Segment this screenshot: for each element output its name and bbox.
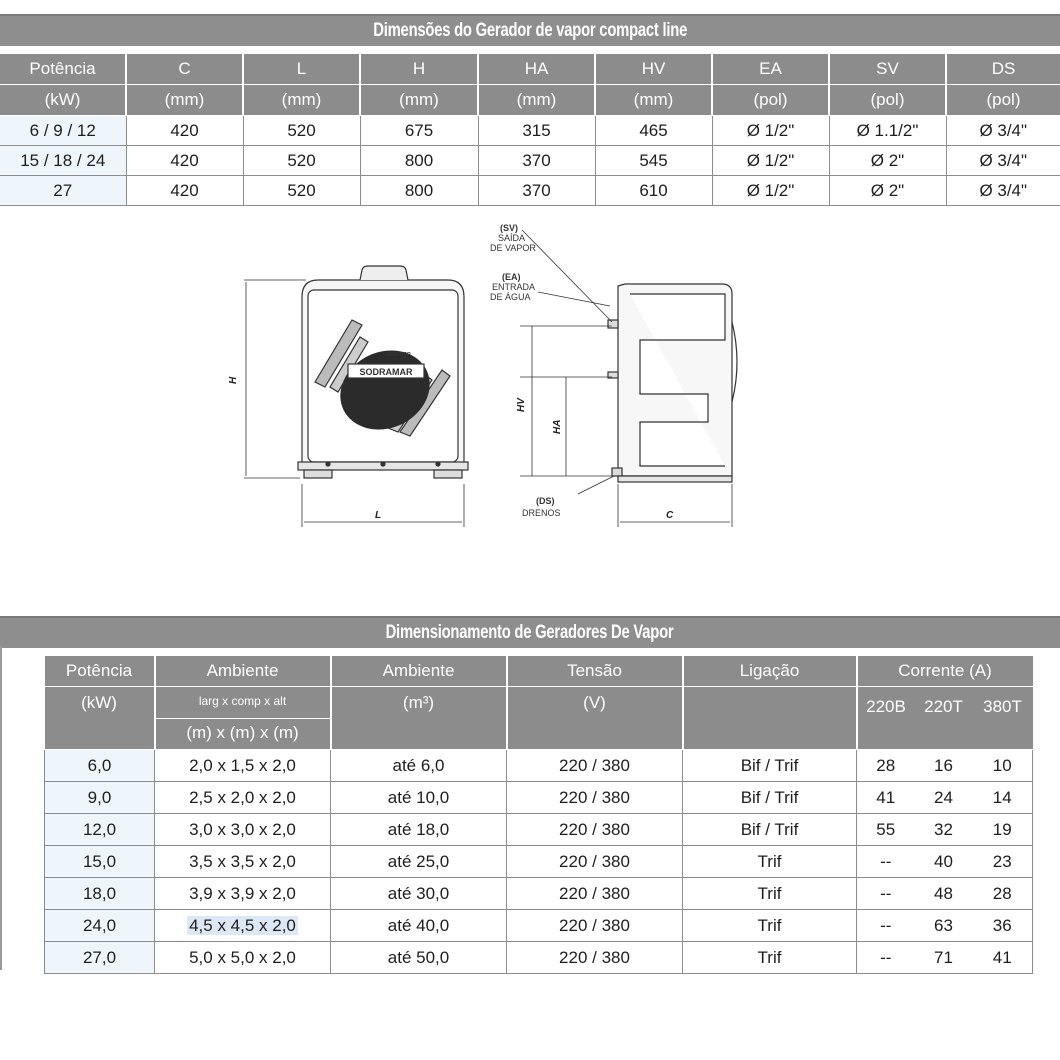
cell: 220 / 380 bbox=[507, 814, 683, 846]
col-header: Potência bbox=[0, 54, 126, 85]
cell: 220 / 380 bbox=[507, 910, 683, 942]
cell: Ø 1/2" bbox=[712, 146, 829, 176]
col-unit: (kW) bbox=[0, 85, 126, 116]
col-subheader: 220B bbox=[857, 687, 915, 750]
cell: 27,0 bbox=[45, 942, 155, 974]
cell: Bif / Trif bbox=[683, 814, 857, 846]
table1-header-row bbox=[0, 54, 1060, 85]
col-header: C bbox=[126, 54, 243, 85]
cell-highlighted bbox=[155, 910, 331, 942]
table-row bbox=[0, 146, 1060, 176]
col-header: HA bbox=[478, 54, 595, 85]
cell: 370 bbox=[478, 176, 595, 206]
cell: 6,0 bbox=[45, 750, 155, 782]
col-header: Ambiente bbox=[331, 656, 507, 687]
dim-hv-label: HV bbox=[516, 398, 527, 412]
cell: 610 bbox=[595, 176, 712, 206]
cell: 220 / 380 bbox=[507, 750, 683, 782]
table1-title: Dimensões do Gerador de vapor compact line bbox=[373, 20, 687, 41]
cell: 48 bbox=[915, 878, 973, 910]
cell: até 6,0 bbox=[331, 750, 507, 782]
table-row bbox=[0, 116, 1060, 146]
cell: Ø 1/2" bbox=[712, 176, 829, 206]
cell: 28 bbox=[973, 878, 1033, 910]
dim-h-label: H bbox=[228, 376, 239, 384]
col-unit: (mm) bbox=[126, 85, 243, 116]
cell: 465 bbox=[595, 116, 712, 146]
table-row bbox=[45, 878, 1033, 910]
cell: 9,0 bbox=[45, 782, 155, 814]
cell: -- bbox=[857, 942, 915, 974]
cell: 220 / 380 bbox=[507, 878, 683, 910]
col-subheader: 380T bbox=[973, 687, 1033, 750]
cell: Ø 3/4" bbox=[946, 116, 1060, 146]
col-unit: (pol) bbox=[712, 85, 829, 116]
col-header: Ligação bbox=[683, 656, 857, 687]
cell: 520 bbox=[243, 176, 360, 206]
cell: 63 bbox=[915, 910, 973, 942]
table1-units-row bbox=[0, 85, 1060, 116]
cell: Ø 3/4" bbox=[946, 146, 1060, 176]
cell: até 50,0 bbox=[331, 942, 507, 974]
cell: 16 bbox=[915, 750, 973, 782]
cell: 370 bbox=[478, 146, 595, 176]
cell: 23 bbox=[973, 846, 1033, 878]
cell: Ø 2" bbox=[829, 146, 946, 176]
col-unit: (mm) bbox=[360, 85, 478, 116]
cell: 800 bbox=[360, 176, 478, 206]
col-header: SV bbox=[829, 54, 946, 85]
table-row bbox=[45, 782, 1033, 814]
cell: 3,5 x 3,5 x 2,0 bbox=[155, 846, 331, 878]
table-row bbox=[45, 814, 1033, 846]
cell: 41 bbox=[857, 782, 915, 814]
cell: 2,0 x 1,5 x 2,0 bbox=[155, 750, 331, 782]
col-unit: (mm) bbox=[595, 85, 712, 116]
cell: Trif bbox=[683, 942, 857, 974]
col-unit: (m³) bbox=[331, 687, 507, 750]
cell: 71 bbox=[915, 942, 973, 974]
cell: Trif bbox=[683, 878, 857, 910]
dim-l-label: L bbox=[375, 510, 382, 521]
cell: 315 bbox=[478, 116, 595, 146]
cell: -- bbox=[857, 878, 915, 910]
table-row bbox=[0, 176, 1060, 206]
cell: 520 bbox=[243, 146, 360, 176]
table2-title: Dimensionamento de Geradores De Vapor bbox=[386, 622, 674, 643]
col-header: H bbox=[360, 54, 478, 85]
cell: 220 / 380 bbox=[507, 782, 683, 814]
col-header: HV bbox=[595, 54, 712, 85]
col-header: Potência bbox=[45, 656, 155, 687]
table2-title-banner bbox=[0, 616, 1060, 650]
cell: 545 bbox=[595, 146, 712, 176]
cell: 2,5 x 2,0 x 2,0 bbox=[155, 782, 331, 814]
cell: 220 / 380 bbox=[507, 942, 683, 974]
cell: até 25,0 bbox=[331, 846, 507, 878]
cell: 32 bbox=[915, 814, 973, 846]
sv-label-line1: SAÍDA bbox=[498, 233, 526, 243]
product-label-line2: DE VAPOR bbox=[391, 357, 413, 362]
cell: 36 bbox=[973, 910, 1033, 942]
cell: 15 / 18 / 24 bbox=[0, 146, 126, 176]
brand-label: SODRAMAR bbox=[359, 367, 413, 377]
cell: até 30,0 bbox=[331, 878, 507, 910]
sv-code: (SV) bbox=[500, 223, 518, 233]
col-header: Ambiente bbox=[155, 656, 331, 687]
cell: 40 bbox=[915, 846, 973, 878]
cell: 19 bbox=[973, 814, 1033, 846]
cell: 18,0 bbox=[45, 878, 155, 910]
cell: até 10,0 bbox=[331, 782, 507, 814]
cell: 420 bbox=[126, 116, 243, 146]
cell: Ø 2" bbox=[829, 176, 946, 206]
cell: 27 bbox=[0, 176, 126, 206]
col-subheader: larg x comp x alt bbox=[155, 687, 331, 719]
col-header: Tensão bbox=[507, 656, 683, 687]
cell: Ø 1/2" bbox=[712, 116, 829, 146]
cell: 14 bbox=[973, 782, 1033, 814]
cell: 220 / 380 bbox=[507, 846, 683, 878]
cell: Ø 1.1/2" bbox=[829, 116, 946, 146]
ds-label: DRENOS bbox=[522, 508, 561, 518]
ea-label-line1: ENTRADA bbox=[492, 282, 536, 292]
col-unit: (mm) bbox=[243, 85, 360, 116]
table-row bbox=[45, 942, 1033, 974]
ea-code: (EA) bbox=[502, 272, 521, 282]
dim-c-label: C bbox=[666, 510, 674, 521]
cell: Trif bbox=[683, 846, 857, 878]
col-header: L bbox=[243, 54, 360, 85]
cell: -- bbox=[857, 846, 915, 878]
col-unit: (V) bbox=[507, 687, 683, 750]
table-row bbox=[45, 846, 1033, 878]
cell: 520 bbox=[243, 116, 360, 146]
cell: Ø 3/4" bbox=[946, 176, 1060, 206]
dimensions-table bbox=[0, 54, 1060, 206]
dim-ha-label: HA bbox=[552, 419, 563, 434]
col-unit: (pol) bbox=[946, 85, 1060, 116]
cell: Bif / Trif bbox=[683, 782, 857, 814]
cell: Trif bbox=[683, 910, 857, 942]
col-unit-empty bbox=[683, 687, 857, 750]
cell: 420 bbox=[126, 146, 243, 176]
cell: 800 bbox=[360, 146, 478, 176]
col-unit: (m) x (m) x (m) bbox=[155, 718, 331, 750]
cell: 41 bbox=[973, 942, 1033, 974]
highlighted-text: 4,5 x 4,5 x 2,0 bbox=[189, 915, 296, 935]
table2-header-row bbox=[45, 656, 1033, 687]
table-row bbox=[45, 910, 1033, 942]
cell: 28 bbox=[857, 750, 915, 782]
col-unit: (kW) bbox=[45, 687, 155, 750]
cell: 3,0 x 3,0 x 2,0 bbox=[155, 814, 331, 846]
cell: -- bbox=[857, 910, 915, 942]
col-header: Corrente (A) bbox=[857, 656, 1033, 687]
ea-label-line2: DE ÁGUA bbox=[490, 292, 531, 302]
cell: 55 bbox=[857, 814, 915, 846]
cell: 3,9 x 3,9 x 2,0 bbox=[155, 878, 331, 910]
cell: 15,0 bbox=[45, 846, 155, 878]
side-view bbox=[608, 284, 737, 482]
cell: até 18,0 bbox=[331, 814, 507, 846]
ds-code: (DS) bbox=[536, 496, 555, 506]
cell: 24 bbox=[915, 782, 973, 814]
cell: 24,0 bbox=[45, 910, 155, 942]
col-header: DS bbox=[946, 54, 1060, 85]
cell: 12,0 bbox=[45, 814, 155, 846]
table1-title-banner bbox=[0, 14, 1060, 48]
table-row bbox=[45, 750, 1033, 782]
cell: 6 / 9 / 12 bbox=[0, 116, 126, 146]
col-unit: (pol) bbox=[829, 85, 946, 116]
product-label-line1: GERADOR bbox=[385, 352, 411, 358]
col-subheader: 220T bbox=[915, 687, 973, 750]
cell: 675 bbox=[360, 116, 478, 146]
cell: 420 bbox=[126, 176, 243, 206]
table2-subheader-row bbox=[45, 687, 1033, 719]
cell: 5,0 x 5,0 x 2,0 bbox=[155, 942, 331, 974]
sizing-table bbox=[44, 656, 1033, 974]
cell: até 40,0 bbox=[331, 910, 507, 942]
cell: 10 bbox=[973, 750, 1033, 782]
cell: Bif / Trif bbox=[683, 750, 857, 782]
sv-label-line2: DE VAPOR bbox=[490, 243, 536, 253]
col-unit: (mm) bbox=[478, 85, 595, 116]
col-header: EA bbox=[712, 54, 829, 85]
steam-generator-diagram bbox=[220, 222, 780, 542]
